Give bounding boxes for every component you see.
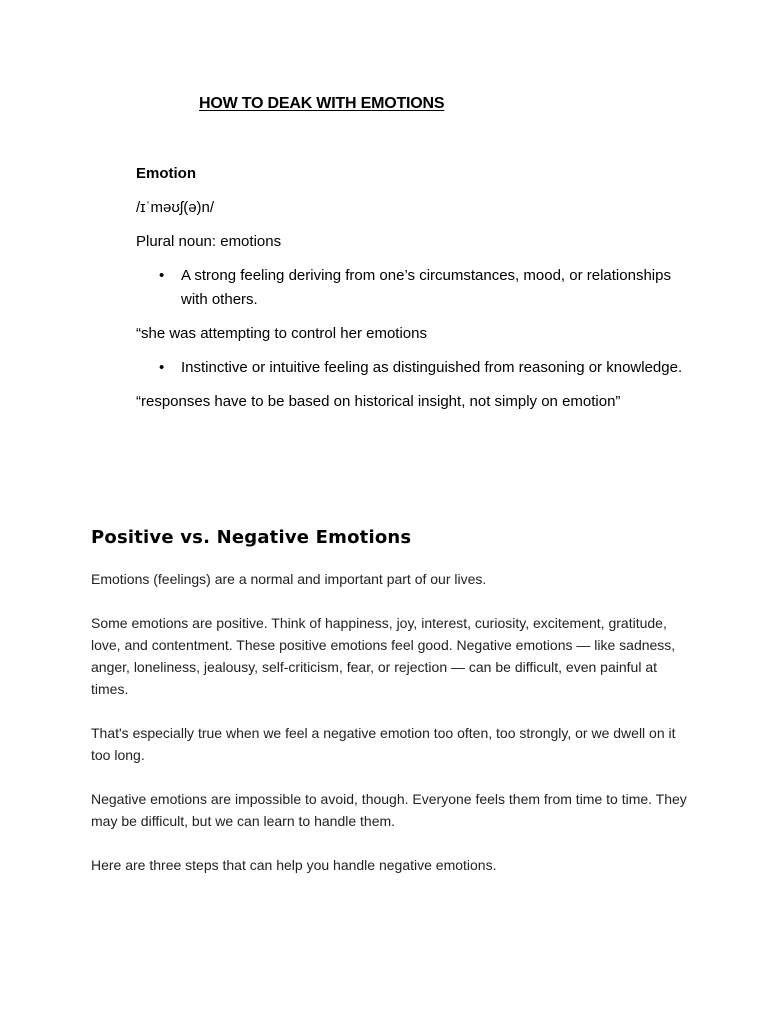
section-body xyxy=(91,568,691,898)
document-title: HOW TO DEAK WITH EMOTIONS xyxy=(199,95,445,112)
plural-form: Plural noun: emotions xyxy=(136,233,282,250)
definition-term: Emotion xyxy=(136,165,196,182)
bullet-icon: • xyxy=(159,359,165,376)
body-paragraph: Negative emotions are impossible to avoid, though. Everyone feels them from time to time. They may be difficult, but we can learn to handle them. xyxy=(91,791,687,829)
body-paragraph: Emotions (feelings) are a normal and important part of our lives. xyxy=(91,571,487,587)
definition-block xyxy=(136,162,696,424)
pronunciation: /ɪˈməʊʃ(ə)n/ xyxy=(136,199,215,216)
bullet-icon: • xyxy=(159,267,165,284)
definition-text: A strong feeling deriving from one’s circumstances, mood, or relationships with others. xyxy=(181,267,671,308)
example-quote: “responses have to be based on historical insight, not simply on emotion” xyxy=(136,393,621,410)
definition-item xyxy=(159,264,696,312)
definition-item xyxy=(159,356,696,380)
body-paragraph: Some emotions are positive. Think of happiness, joy, interest, curiosity, excitement, gratitude, love, and contentment. These positive emotions feel good. Negative emotions — like sadness, anger, loneliness, jealousy, self-criticism, fear, or rejection — can be difficult, even painful at times. xyxy=(91,615,676,697)
definition-list-2 xyxy=(136,356,696,380)
definition-text: Instinctive or intuitive feeling as distinguished from reasoning or knowledge. xyxy=(181,359,683,376)
example-quote: “she was attempting to control her emotions xyxy=(136,325,427,342)
body-paragraph: Here are three steps that can help you handle negative emotions. xyxy=(91,857,497,873)
definition-list-1 xyxy=(136,264,696,312)
section-heading: Positive vs. Negative Emotions xyxy=(91,527,412,548)
body-paragraph: That's especially true when we feel a negative emotion too often, too strongly, or we dwell on it too long. xyxy=(91,725,676,763)
